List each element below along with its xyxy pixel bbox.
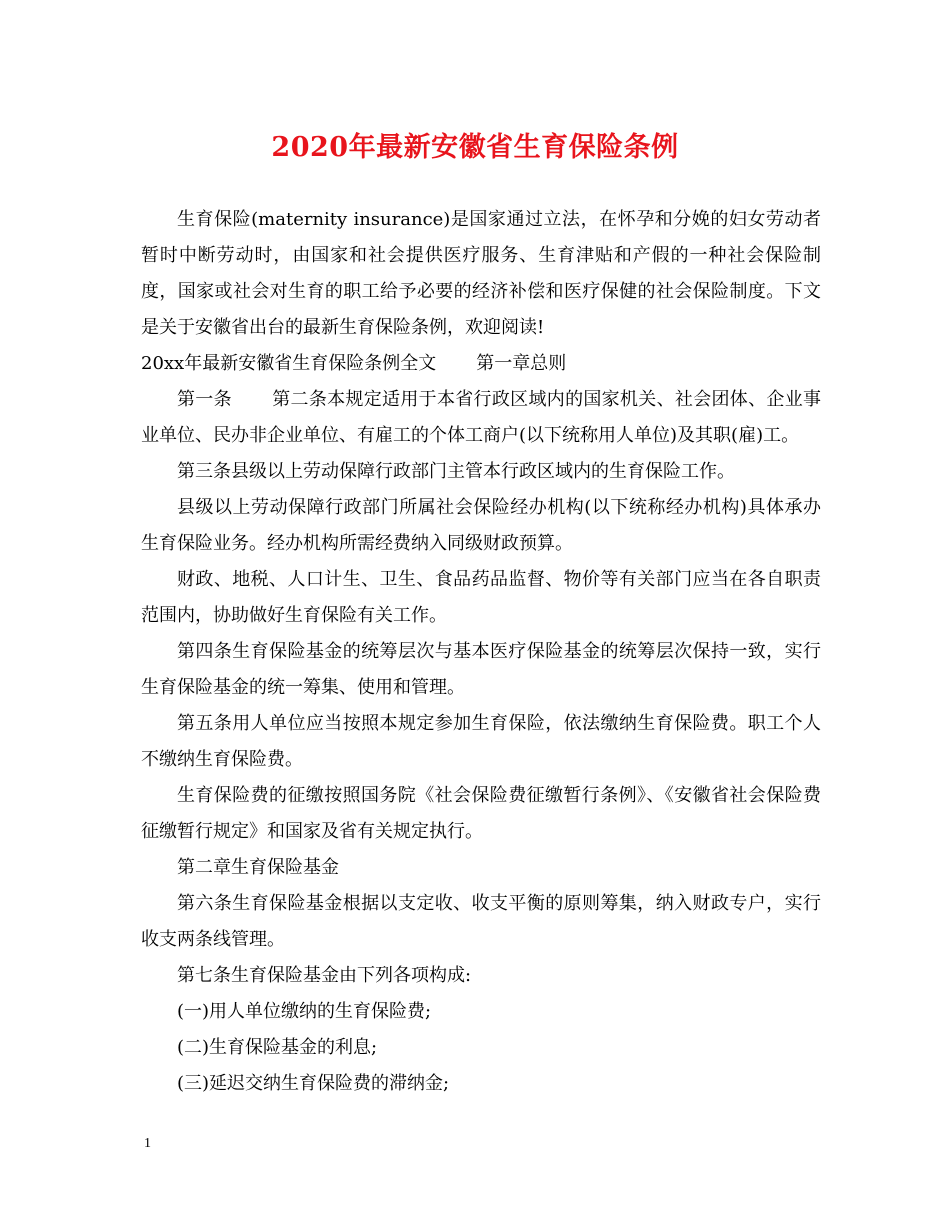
article-1-2-paragraph <box>141 382 821 454</box>
article-7-paragraph: 第七条生育保险基金由下列各项构成: <box>177 965 472 986</box>
fulltext-heading-line <box>141 346 821 382</box>
list-item: (二)生育保险基金的利息; <box>177 1037 378 1058</box>
article-1-label: 第一条 <box>177 389 232 410</box>
article-3-paragraph-2: 县级以上劳动保障行政部门所属社会保险经办机构(以下统称经办机构)具体承办生育保险业务。经办机构所需经费纳入同级财政预算。 <box>141 497 821 554</box>
list-item: (一)用人单位缴纳的生育保险费; <box>177 1001 432 1022</box>
list-item: (三)延迟交纳生育保险费的滞纳金; <box>177 1073 450 1094</box>
article-5-paragraph: 第五条用人单位应当按照本规定参加生育保险，依法缴纳生育保险费。职工个人不缴纳生育保险费。 <box>141 713 821 770</box>
page-number: 1 <box>144 1136 151 1151</box>
article-4-paragraph: 第四条生育保险基金的统筹层次与基本医疗保险基金的统筹层次保持一致，实行生育保险基金的统一筹集、使用和管理。 <box>141 641 821 698</box>
article-6-paragraph: 第六条生育保险基金根据以支定收、收支平衡的原则筹集，纳入财政专户，实行收支两条线管理。 <box>141 893 821 950</box>
fulltext-title: 20xx年最新安徽省生育保险条例全文 <box>141 353 437 374</box>
article-3-paragraph: 第三条县级以上劳动保障行政部门主管本行政区域内的生育保险工作。 <box>177 461 735 482</box>
article-3-paragraph-3: 财政、地税、人口计生、卫生、食品药品监督、物价等有关部门应当在各自职责范围内，协助做好生育保险有关工作。 <box>141 569 821 626</box>
intro-paragraph: 生育保险(maternity insurance)是国家通过立法，在怀孕和分娩的妇女劳动者暂时中断劳动时，由国家和社会提供医疗服务、生育津贴和产假的一种社会保险制度，国家或社会对生育的职工给予必要的经济补偿和医疗保健的社会保险制度。下文是关于安徽省出台的最新生育保险条例，欢迎阅读! <box>141 209 821 338</box>
article-5-paragraph-2: 生育保险费的征缴按照国务院《社会保险费征缴暂行条例》、《安徽省社会保险费征缴暂行规定》和国家及省有关规定执行。 <box>141 785 821 842</box>
chapter-2-heading: 第二章生育保险基金 <box>177 857 339 878</box>
article-2-text: 第二条本规定适用于本省行政区域内的国家机关、社会团体、企业事业单位、民办非企业单位、有雇工的个体工商户(以下统称用人单位)及其职(雇)工。 <box>141 389 822 446</box>
document-body <box>141 202 821 1102</box>
chapter-1-heading: 第一章总则 <box>476 353 567 374</box>
document-title: 2020年最新安徽省生育保险条例 <box>271 132 679 163</box>
